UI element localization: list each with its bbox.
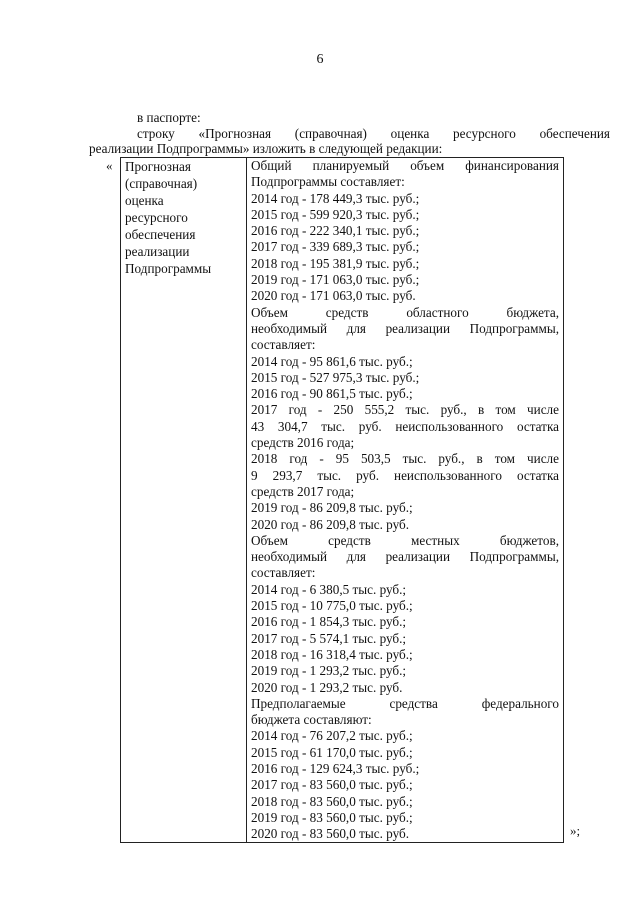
row-label-cell <box>121 158 247 843</box>
content-line: 2016 год - 90 861,5 тыс. руб.; <box>251 386 413 402</box>
label-line: (справочная) <box>125 176 198 191</box>
label-line: реализации <box>125 244 190 259</box>
content-line: 2016 год - 129 624,3 тыс. руб.; <box>251 760 420 776</box>
content-line: средств 2016 года; <box>251 435 355 451</box>
label-line: обеспечения <box>125 227 196 242</box>
intro-line-3: реализации Подпрограммы» изложить в следующей редакции: <box>89 141 443 156</box>
content-line: 2018 год - 95 503,5 тыс. руб., в том числе <box>251 451 559 467</box>
content-line: 2017 год - 5 574,1 тыс. руб.; <box>251 630 407 646</box>
content-line: 2014 год - 95 861,6 тыс. руб.; <box>251 353 413 369</box>
content-line: необходимый для реализации Подпрограммы, <box>251 320 559 336</box>
closing-quote: »; <box>570 823 581 838</box>
content-line: 2019 год - 86 209,8 тыс. руб.; <box>251 500 413 516</box>
passport-table <box>120 157 564 843</box>
content-line: 9 293,7 тыс. руб. неиспользованного остатка <box>251 467 559 483</box>
label-line: Прогнозная <box>125 159 191 174</box>
page-number: 6 <box>316 52 324 67</box>
content-line: 2018 год - 195 381,9 тыс. руб.; <box>251 255 420 271</box>
content-line: Объем средств областного бюджета, <box>251 304 559 320</box>
intro-line-2: строку «Прогнозная (справочная) оценка ресурсного обеспечения <box>137 125 610 141</box>
opening-quote: « <box>106 158 113 173</box>
table-row <box>121 158 564 843</box>
content-line: Подпрограммы составляет: <box>251 174 405 190</box>
content-line: 2018 год - 16 318,4 тыс. руб.; <box>251 646 413 662</box>
content-line: 2020 год - 171 063,0 тыс. руб. <box>251 288 416 304</box>
intro-line-1: в паспорте: <box>137 110 201 125</box>
content-line: 43 304,7 тыс. руб. неиспользованного остатка <box>251 418 559 434</box>
content-line: 2017 год - 83 560,0 тыс. руб.; <box>251 777 413 793</box>
content-line: 2014 год - 178 449,3 тыс. руб.; <box>251 190 420 206</box>
content-line: 2018 год - 83 560,0 тыс. руб.; <box>251 793 413 809</box>
content-line: 2019 год - 1 293,2 тыс. руб.; <box>251 663 407 679</box>
label-line: оценка <box>125 193 164 208</box>
content-line: 2020 год - 86 209,8 тыс. руб. <box>251 516 410 532</box>
content-line: средств 2017 года; <box>251 483 355 499</box>
content-line: 2017 год - 250 555,2 тыс. руб., в том числе <box>251 402 559 418</box>
content-line: 2015 год - 527 975,3 тыс. руб.; <box>251 369 420 385</box>
content-line: 2016 год - 222 340,1 тыс. руб.; <box>251 223 420 239</box>
row-content-cell <box>247 158 564 843</box>
content-line: бюджета составляют: <box>251 712 372 728</box>
content-line: 2020 год - 83 560,0 тыс. руб. <box>251 826 410 842</box>
intro-paragraph <box>89 110 610 157</box>
content-line: 2014 год - 76 207,2 тыс. руб.; <box>251 728 413 744</box>
label-line: Подпрограммы <box>125 261 212 276</box>
content-line: 2019 год - 171 063,0 тыс. руб.; <box>251 272 420 288</box>
content-line: 2015 год - 10 775,0 тыс. руб.; <box>251 598 413 614</box>
content-line: 2015 год - 61 170,0 тыс. руб.; <box>251 744 413 760</box>
content-line: 2014 год - 6 380,5 тыс. руб.; <box>251 581 407 597</box>
content-line: Объем средств местных бюджетов, <box>251 532 559 548</box>
content-line: необходимый для реализации Подпрограммы, <box>251 549 559 565</box>
content-line: Общий планируемый объем финансирования <box>251 158 559 173</box>
content-line: Предполагаемые средства федерального <box>251 695 559 711</box>
content-line: 2016 год - 1 854,3 тыс. руб.; <box>251 614 407 630</box>
content-line: составляет: <box>251 337 316 353</box>
content-line: 2017 год - 339 689,3 тыс. руб.; <box>251 239 420 255</box>
content-line: 2020 год - 1 293,2 тыс. руб. <box>251 679 403 695</box>
label-line: ресурсного <box>125 210 188 225</box>
content-line: 2015 год - 599 920,3 тыс. руб.; <box>251 206 420 222</box>
content-line: составляет: <box>251 565 316 581</box>
content-line: 2019 год - 83 560,0 тыс. руб.; <box>251 809 413 825</box>
